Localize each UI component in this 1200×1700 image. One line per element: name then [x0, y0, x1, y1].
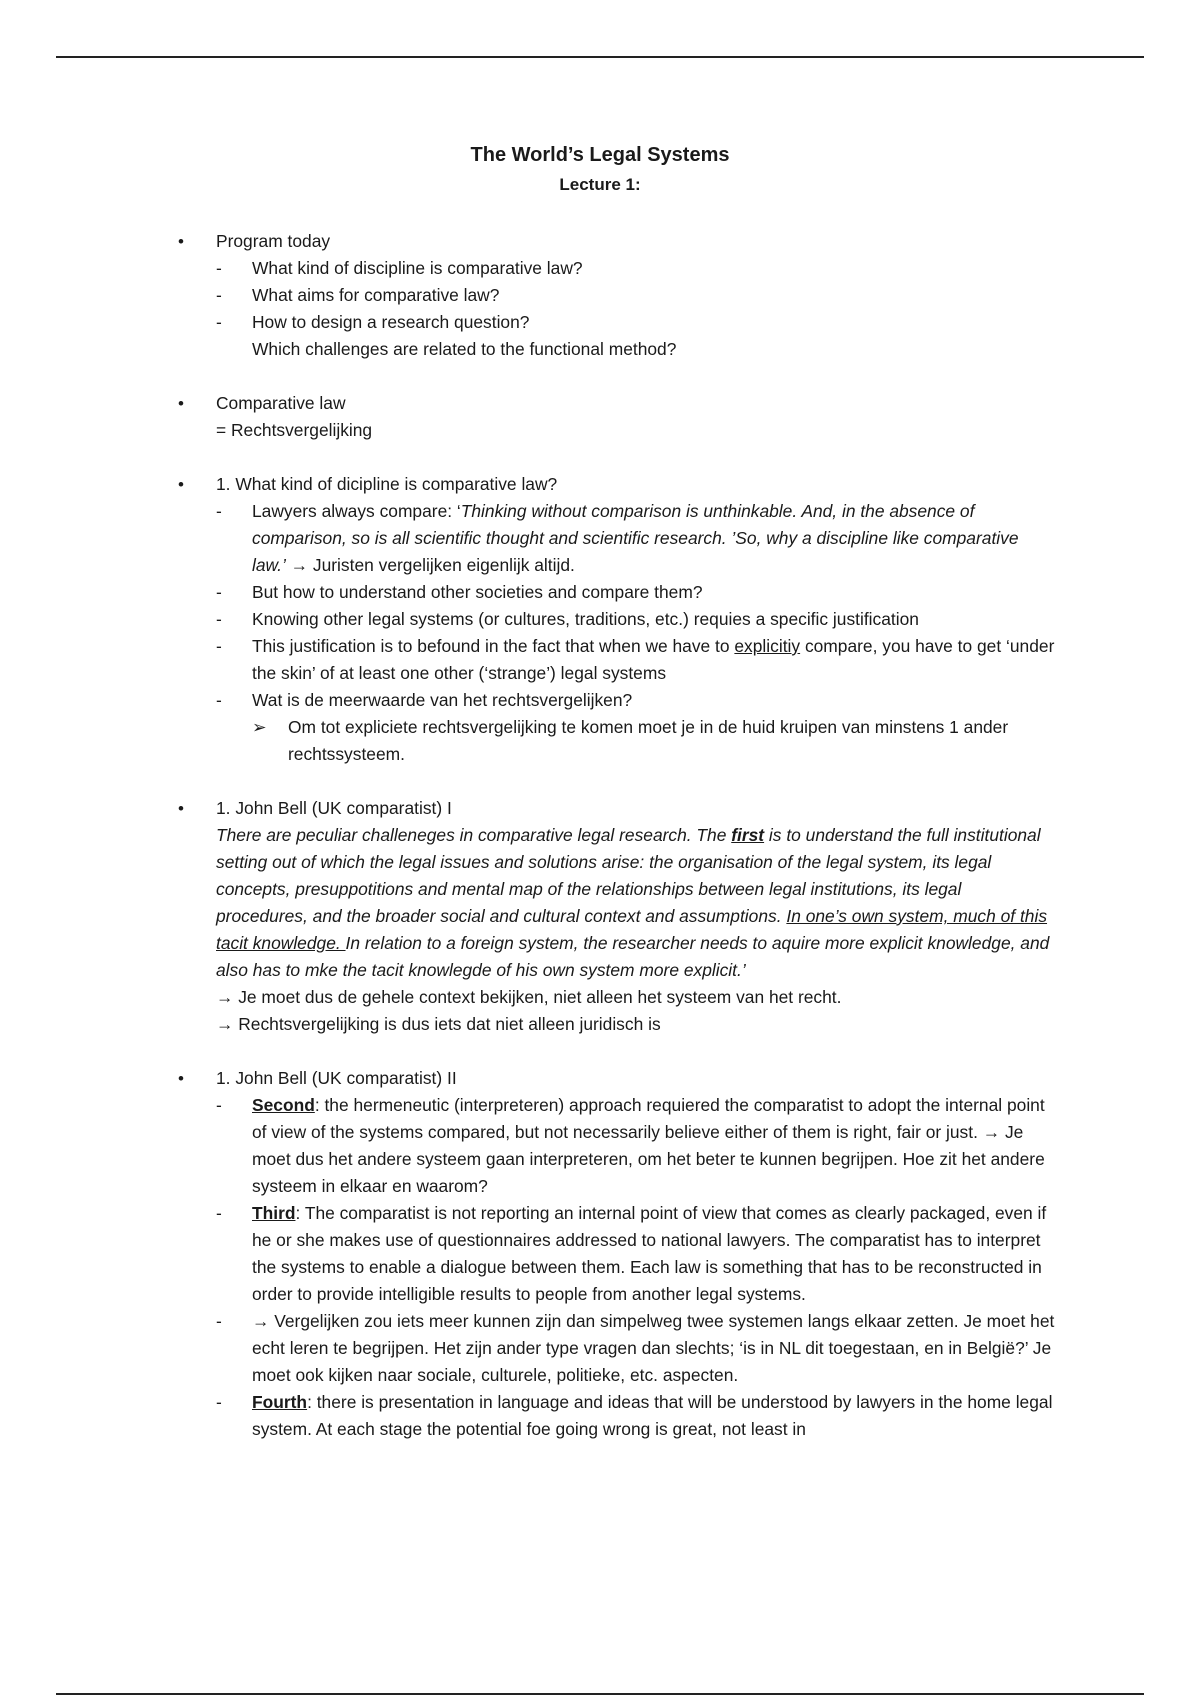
- discipline-sublist: [216, 714, 1056, 768]
- list-item: - Wat is de meerwaarde van het rechtsvergelijken?: [216, 687, 1056, 714]
- list-item: - → Vergelijken zou iets meer kunnen zijn dan simpelweg twee systemen langs elkaar zetten. Je moet het echt leren te begrijpen. Het zijn ander type vragen dan slechts; ‘is in NL dit toegestaan, en in België?’ Je moet ook kijken naar sociale, culturele, politieke, etc. aspecten.: [216, 1308, 1056, 1389]
- section-john-bell-2: [178, 1065, 1056, 1443]
- document-subtitle: Lecture 1:: [559, 175, 641, 194]
- bullet-icon: •: [178, 475, 184, 494]
- document-title: The World’s Legal Systems: [470, 144, 730, 166]
- label-second: Second: [252, 1095, 315, 1115]
- section-comparative-law: [178, 390, 1056, 444]
- section-heading: 1. John Bell (UK comparatist) I: [216, 798, 452, 818]
- dash-icon: -: [216, 1311, 222, 1331]
- bullet-icon: •: [178, 394, 184, 413]
- dash-icon: -: [216, 312, 222, 332]
- dash-icon: -: [216, 582, 222, 602]
- underlined-sentence: In one’s own system, much of this tacit knowledge.: [216, 906, 1048, 953]
- list-item: - What aims for comparative law?: [216, 282, 1056, 309]
- bullet-icon: •: [178, 799, 184, 818]
- note-line: → Je moet dus de gehele context bekijken, niet alleen het systeem van het recht.: [216, 987, 842, 1007]
- dash-icon: -: [216, 258, 222, 278]
- list-item: - This justification is to befound in the fact that when we have to explicitiy compare, you have to get ‘under the skin’ of at least one other (‘strange’) legal systems: [216, 633, 1056, 687]
- section-discipline: [178, 471, 1056, 768]
- section-heading: Comparative law: [216, 393, 346, 413]
- quote-text: Thinking without comparison is unthinkable. And, in the absence of comparison, so is all scientific thought and scientific research. ’So, why a discipline like comparative law.’: [252, 501, 1019, 575]
- list-item: - Lawyers always compare: ‘Thinking without comparison is unthinkable. And, in the absence of comparison, so is all scientific thought and scientific research. ’So, why a discipline like comparative law.’ → Juristen vergelijken eigenlijk altijd.: [216, 498, 1056, 579]
- program-list: [216, 255, 1056, 336]
- discipline-list: [216, 498, 1056, 714]
- label-third: Third: [252, 1203, 296, 1223]
- section-heading: Program today: [216, 231, 331, 251]
- footer-rule: [56, 1693, 1144, 1695]
- document-body: [178, 228, 1056, 1470]
- list-item: ➢ Om tot expliciete rechtsvergelijking te komen moet je in de huid kruipen van minstens 1 ander rechtssysteem.: [216, 714, 1056, 768]
- dash-icon: -: [216, 1392, 222, 1412]
- emphasis-first: first: [731, 825, 765, 845]
- underlined-word: explicitiy: [734, 636, 801, 656]
- dash-icon: -: [216, 609, 222, 629]
- section-program: [178, 228, 1056, 363]
- bullet-icon: •: [178, 232, 184, 251]
- list-item: - Second: the hermeneutic (interpreteren) approach requiered the comparatist to adopt the internal point of view of the systems compared, but not necessarily believe either of them is right, fair or just. → Je moet dus het andere systeem gaan interpreteren, om het beter te kunnen begrijpen. Hoe zit het andere systeem in elkaar en waarom?: [216, 1092, 1056, 1200]
- dash-icon: -: [216, 1203, 222, 1223]
- bell-quote: There are peculiar challeneges in comparative legal research. The first is to understand the full institutional setting out of which the legal issues and solutions arise: the organisation of the legal system, its legal concepts, presuppotitions and mental map of the relationships between legal institutions, its legal procedures, and the broader social and cultural context and assumptions. In one’s own system, much of this tacit knowledge. In relation to a foreign system, the researcher needs to aquire more explicit knowledge, and also has to mke the tacit knowlegde of his own system more explicit.’: [216, 825, 1050, 980]
- dash-icon: -: [216, 636, 222, 656]
- translation-text: = Rechtsvergelijking: [216, 420, 373, 440]
- list-item: - Knowing other legal systems (or cultures, traditions, etc.) requies a specific justification: [216, 606, 1056, 633]
- list-item: - Third: The comparatist is not reporting an internal point of view that comes as clearly packaged, even if he or she makes use of questionnaires addressed to national lawyers. The comparatist has to interpret the systems to enable a dialogue between them. Each law is something that has to be reconstructed in order to provide intelligible results to people from another legal systems.: [216, 1200, 1056, 1308]
- list-item: - What kind of discipline is comparative law?: [216, 255, 1056, 282]
- note-line: → Rechtsvergelijking is dus iets dat niet alleen juridisch is: [216, 1014, 661, 1034]
- section-heading: 1. John Bell (UK comparatist) II: [216, 1068, 457, 1088]
- bullet-icon: •: [178, 1069, 184, 1088]
- bell2-list: [216, 1092, 1056, 1443]
- program-continuation: Which challenges are related to the functional method?: [252, 339, 677, 359]
- section-heading: 1. What kind of dicipline is comparative law?: [216, 474, 558, 494]
- dash-icon: -: [216, 690, 222, 710]
- dash-icon: -: [216, 501, 222, 521]
- list-item: - How to design a research question?: [216, 309, 1056, 336]
- header-rule: [56, 56, 1144, 58]
- label-fourth: Fourth: [252, 1392, 308, 1412]
- list-item: - Fourth: there is presentation in language and ideas that will be understood by lawyers in the home legal system. At each stage the potential foe going wrong is great, not least in: [216, 1389, 1056, 1443]
- dash-icon: -: [216, 1095, 222, 1115]
- arrow-bullet-icon: ➢: [252, 717, 267, 737]
- list-item: - But how to understand other societies and compare them?: [216, 579, 1056, 606]
- section-john-bell-1: [178, 795, 1056, 1038]
- dash-icon: -: [216, 285, 222, 305]
